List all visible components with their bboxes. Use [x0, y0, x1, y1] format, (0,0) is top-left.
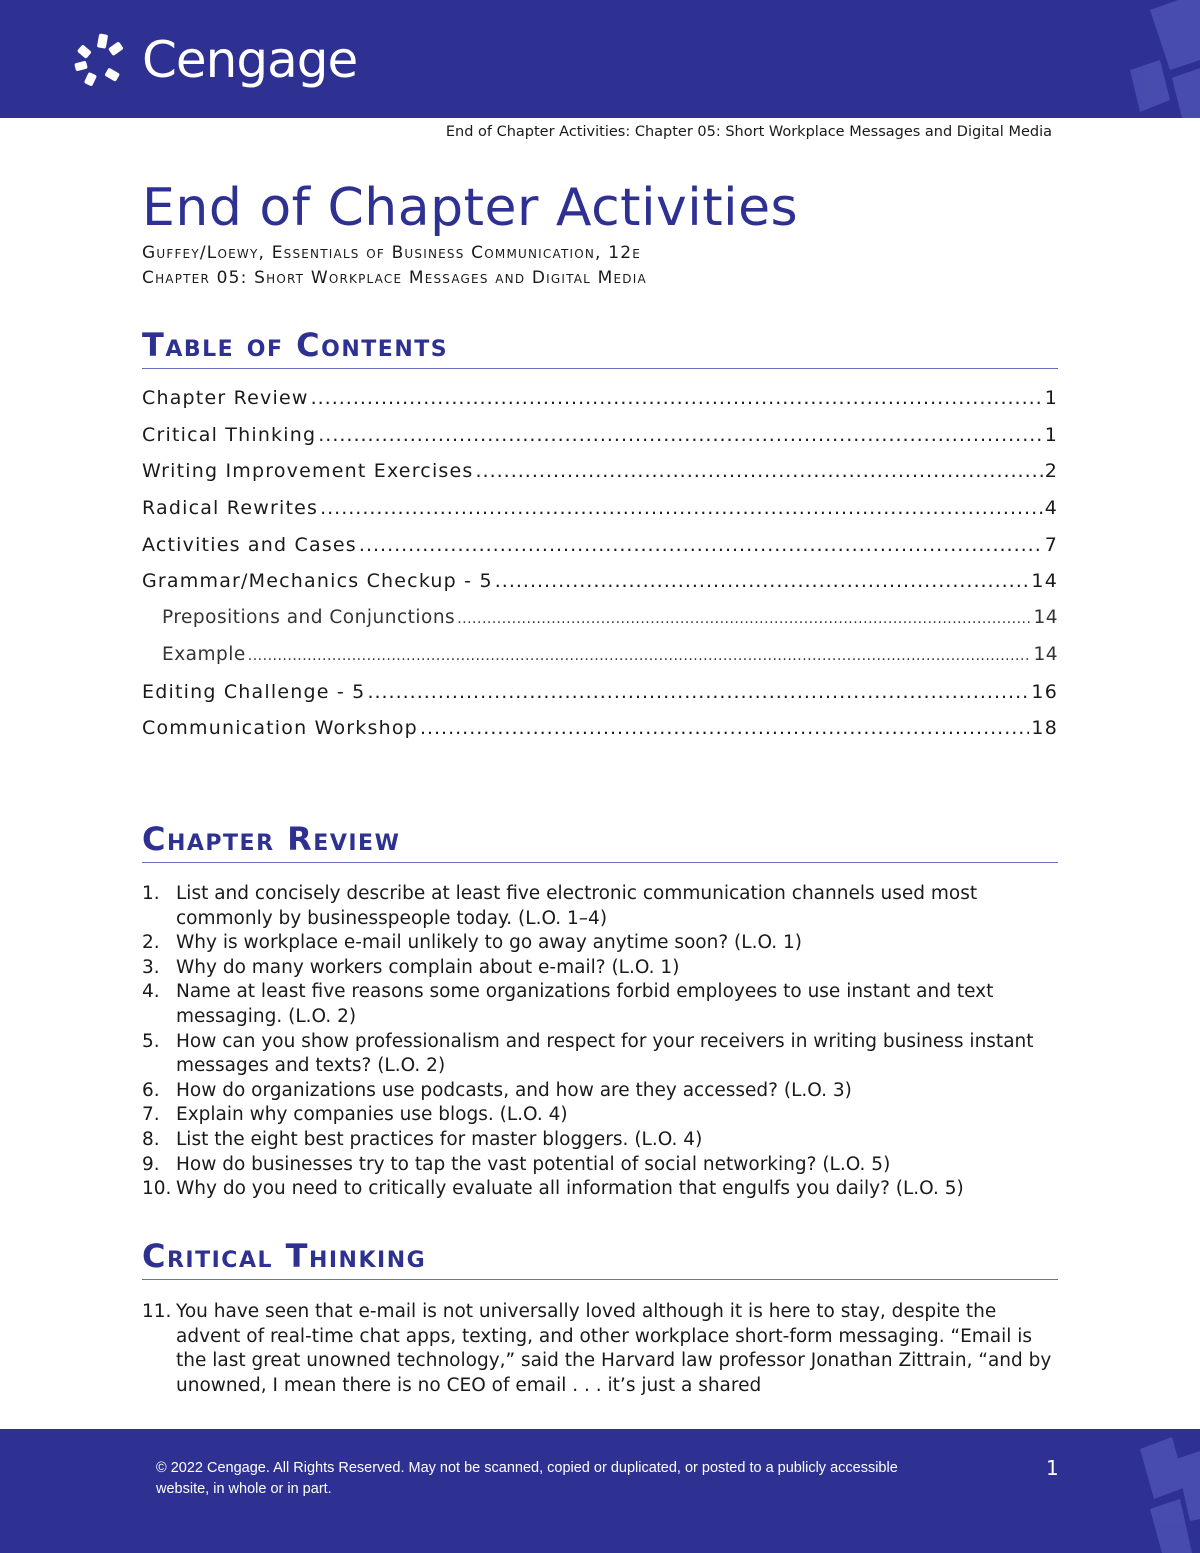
cengage-burst-logo-icon	[72, 30, 132, 90]
toc-heading: Table of Contents	[142, 326, 1058, 369]
decorative-shapes-icon	[1110, 1429, 1200, 1553]
item-number: 4.	[142, 981, 160, 1003]
page-title: End of Chapter Activities	[142, 178, 799, 238]
toc-entry-label: Example	[162, 643, 246, 665]
toc-entry-label: Writing Improvement Exercises	[142, 460, 474, 483]
decorative-shapes-icon	[1110, 0, 1200, 118]
toc-entry-label: Radical Rewrites	[142, 497, 319, 520]
item-number: 7.	[142, 1104, 160, 1126]
list-item	[142, 1153, 1058, 1178]
toc-entry-label: Communication Workshop	[142, 717, 418, 740]
toc-entry-label: Chapter Review	[142, 387, 309, 409]
list-item	[142, 1103, 1058, 1128]
list-item	[142, 1128, 1058, 1153]
toc-entry-label: Editing Challenge - 5	[142, 680, 366, 703]
brand-name: Cengage	[142, 31, 358, 89]
item-text: How do businesses try to tap the vast potential of social networking? (L.O. 5)	[176, 1153, 891, 1175]
item-number: 8.	[142, 1128, 160, 1150]
running-header: End of Chapter Activities: Chapter 05: Short Workplace Messages and Digital Media	[445, 124, 1052, 140]
table-of-contents	[142, 387, 1058, 754]
item-number: 3.	[142, 956, 160, 978]
list-item	[142, 1079, 1058, 1104]
toc-page-number: 4	[1044, 497, 1058, 520]
list-item	[142, 882, 1058, 931]
chapter-subtitle: Chapter 05: Short Workplace Messages and Digital Media	[142, 268, 647, 288]
critical-thinking-heading: Critical Thinking	[142, 1237, 1058, 1280]
toc-page-number: 7	[1044, 533, 1058, 556]
toc-leader-dots	[457, 611, 1031, 627]
copyright-notice: © 2022 Cengage. All Rights Reserved. May not be scanned, copied or duplicated, or posted to a publicly accessible website, in whole or in part.	[156, 1460, 898, 1497]
toc-leader-dots	[311, 387, 1043, 409]
toc-page-number: 18	[1031, 717, 1058, 740]
item-text: Why is workplace e-mail unlikely to go away anytime soon? (L.O. 1)	[176, 932, 803, 954]
toc-entry-communication-workshop[interactable]	[142, 717, 1058, 754]
item-text: Name at least five reasons some organizations forbid employees to use instant and text messaging. (L.O. 2)	[176, 981, 994, 1027]
toc-page-number: 2	[1044, 460, 1058, 483]
toc-entry-label: Prepositions and Conjunctions	[162, 607, 456, 629]
toc-leader-dots	[420, 717, 1029, 739]
toc-page-number: 14	[1033, 607, 1058, 629]
list-item	[142, 1177, 1058, 1202]
item-number: 2.	[142, 932, 160, 954]
item-text: How can you show professionalism and respect for your receivers in writing business instant messages and texts? (L.O. 2)	[176, 1030, 1034, 1077]
toc-page-number: 1	[1044, 423, 1058, 446]
item-text: Explain why companies use blogs. (L.O. 4)	[176, 1104, 568, 1126]
chapter-review-list	[142, 882, 1058, 1202]
toc-page-number: 1	[1044, 387, 1058, 409]
toc-entry-editing-challenge[interactable]	[142, 681, 1058, 718]
toc-leader-dots	[320, 497, 1043, 519]
toc-page-number: 14	[1033, 643, 1058, 665]
toc-entry-prepositions[interactable]	[142, 607, 1058, 644]
list-item	[142, 980, 1058, 1029]
item-text: You have seen that e-mail is not universally loved although it is here to stay, despite the advent of real-time chat apps, texting, and other workplace short-form messaging. “Email is the last great unowned technology,” said the Harvard law professor Jonathan Zittrain, “and by unowned, I mean there is no CEO of email . . . it’s just a shared	[176, 1301, 1052, 1396]
list-item	[142, 956, 1058, 981]
list-item	[142, 1030, 1058, 1079]
toc-leader-dots	[359, 534, 1043, 556]
item-number: 9.	[142, 1153, 160, 1175]
toc-entry-radical-rewrites[interactable]	[142, 497, 1058, 534]
toc-entry-label: Grammar/Mechanics Checkup - 5	[142, 570, 493, 593]
header-band	[0, 0, 1200, 118]
toc-entry-example[interactable]	[142, 644, 1058, 681]
toc-leader-dots	[495, 570, 1030, 592]
toc-entry-label: Activities and Cases	[142, 533, 357, 556]
toc-entry-grammar-checkup[interactable]	[142, 570, 1058, 607]
item-number: 11.	[142, 1301, 172, 1322]
item-text: Why do many workers complain about e-mail? (L.O. 1)	[176, 956, 680, 978]
toc-entry-activities-cases[interactable]	[142, 534, 1058, 571]
toc-leader-dots	[367, 681, 1029, 703]
list-item	[142, 931, 1058, 956]
toc-entry-writing-improvement[interactable]	[142, 460, 1058, 497]
toc-entry-critical-thinking[interactable]	[142, 424, 1058, 461]
item-number: 6.	[142, 1079, 160, 1101]
toc-page-number: 14	[1031, 570, 1058, 593]
item-text: Why do you need to critically evaluate all information that engulfs you daily? (L.O. 5)	[176, 1178, 964, 1200]
item-text: List the eight best practices for master bloggers. (L.O. 4)	[176, 1128, 703, 1150]
toc-entry-chapter-review[interactable]	[142, 387, 1058, 424]
item-number: 10.	[142, 1178, 172, 1200]
item-text: List and concisely describe at least five electronic communication channels used most commonly by businesspeople today. (L.O. 1–4)	[176, 883, 978, 929]
critical-thinking-list	[142, 1300, 1058, 1398]
item-number: 5.	[142, 1030, 160, 1052]
item-number: 1.	[142, 883, 160, 904]
toc-entry-label: Critical Thinking	[142, 423, 317, 446]
book-subtitle: Guffey/Loewy, Essentials of Business Communication, 12e	[142, 243, 642, 263]
page-number: 1	[1046, 1456, 1059, 1480]
list-item	[142, 1300, 1058, 1398]
toc-leader-dots	[248, 648, 1032, 664]
cengage-logo	[72, 28, 357, 92]
toc-page-number: 16	[1031, 680, 1058, 703]
toc-leader-dots	[318, 424, 1042, 446]
chapter-review-heading: Chapter Review	[142, 820, 1058, 863]
item-text: How do organizations use podcasts, and how are they accessed? (L.O. 3)	[176, 1079, 852, 1101]
toc-leader-dots	[476, 460, 1043, 482]
